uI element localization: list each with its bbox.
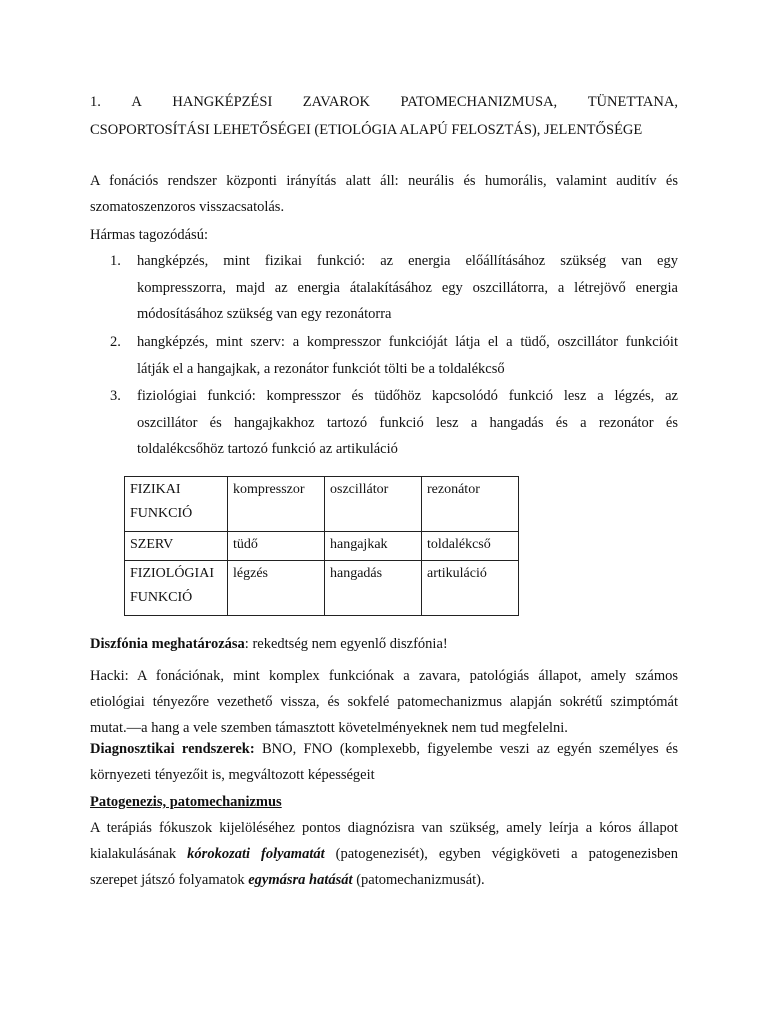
therapy-emphasis: kórokozati folyamatát [187, 846, 325, 862]
diagnostic-paragraph [90, 736, 678, 788]
hacki-line: Hacki: A fonációnak, mint komplex funkciónak a zavara, patológiás állapot, amely számos [90, 668, 678, 684]
row-header-line: FUNKCIÓ [130, 590, 193, 605]
row-header-line: SZERV [130, 537, 174, 552]
table-row [125, 532, 519, 561]
therapy-text: (patomechanizmusát). [352, 872, 485, 888]
list-line: hangképzés, mint fizikai funkció: az energia előállításához szükség van egy [137, 253, 678, 269]
therapy-emphasis: egymásra hatását [248, 872, 353, 888]
table-cell: toldalékcső [422, 532, 519, 561]
hacki-paragraph [90, 663, 678, 741]
row-header-line: FIZIOLÓGIAI [130, 566, 214, 581]
diagnostic-text: BNO, FNO (komplexebb, figyelembe veszi az egyén személyes és [254, 741, 678, 757]
title-word: ZAVAROK [302, 94, 370, 110]
therapy-line [90, 867, 678, 893]
table-row-header [125, 532, 228, 561]
diagnostic-line [90, 736, 678, 762]
table-cell: kompresszor [228, 477, 325, 532]
intro-line: A fonációs rendszer központi irányítás alatt áll: neurális és humorális, valamint auditív és [90, 173, 678, 189]
table-cell: hangadás [325, 561, 422, 616]
list-line: hangképzés, mint szerv: a kompresszor funkcióját látja el a tüdő, oszcillátor funkcióit [137, 334, 678, 350]
table-cell: rezonátor [422, 477, 519, 532]
title-word: A [131, 94, 142, 110]
section-title-line-1 [90, 88, 678, 116]
intro-line: szomatoszenzoros visszacsatolás. [90, 199, 285, 215]
therapy-line [90, 841, 678, 867]
hacki-line: mutat.—a hang a vele szemben támasztott követelményeknek nem tud megfelelni. [90, 720, 568, 736]
table-cell: tüdő [228, 532, 325, 561]
therapy-text: kialakulásának [90, 846, 188, 862]
section-number: 1. [90, 94, 101, 110]
list-number: 3. [110, 388, 121, 404]
table-cell: oszcillátor [325, 477, 422, 532]
patogenezis-heading: Patogenezis, patomechanizmus [90, 794, 282, 810]
hacki-line: etiológiai tényezőre vezethető vissza, és sokfelé patomechanizmus alapján sokrétű szimptómát [90, 694, 678, 710]
table-row-header [125, 561, 228, 616]
table-row [125, 477, 519, 532]
title-word: TÜNETTANA, [587, 94, 678, 110]
table-cell: artikuláció [422, 561, 519, 616]
title-word: PATOMECHANIZMUSA, [400, 94, 558, 110]
intro-paragraph [90, 168, 678, 220]
therapy-text: szerepet játszó folyamatok [90, 872, 249, 888]
diagnostic-term: Diagnosztikai rendszerek: [90, 741, 255, 757]
list-number: 2. [110, 334, 121, 350]
list-line: módosításához szükség van egy rezonátorra [137, 306, 392, 322]
table-row [125, 561, 519, 616]
title-word: HANGKÉPZÉSI [172, 94, 273, 110]
row-header-line: FUNKCIÓ [130, 506, 193, 521]
list-line: fiziológiai funkció: kompresszor és tüdőhöz kapcsolódó funkció lesz a légzés, az [137, 388, 678, 404]
list-line: látják el a hangajkak, a rezonátor funkciót tölti be a toldalékcső [137, 360, 505, 377]
list-line: oszcillátor és hangajkakhoz tartozó funkció lesz a hangadás és a rezonátor és [137, 414, 678, 431]
function-table [124, 476, 519, 616]
therapy-line: A terápiás fókuszok kijelöléséhez pontos diagnózisra van szükség, amely leírja a kóros állapot [90, 820, 678, 836]
table-row-header [125, 477, 228, 532]
diagnostic-line: környezeti tényezőit is, megváltozott képességeit [90, 767, 375, 783]
diszfonia-term: Diszfónia meghatározása [90, 636, 245, 652]
list-line: kompresszorra, majd az energia átalakításához egy oszcillátorra, a létrejövő energia [137, 279, 678, 296]
row-header-line: FIZIKAI [130, 482, 181, 497]
section-title [90, 88, 678, 144]
therapy-text: (patogenezisét), egyben végigköveti a patogenezisben [324, 846, 678, 862]
harmas-label: Hármas tagozódású: [90, 227, 208, 243]
table-cell: légzés [228, 561, 325, 616]
table-cell: hangajkak [325, 532, 422, 561]
section-title-line-2: CSOPORTOSÍTÁSI LEHETŐSÉGEI (ETIOLÓGIA ALAPÚ FELOSZTÁS), JELENTŐSÉGE [90, 122, 643, 138]
list-number: 1. [110, 253, 121, 269]
therapy-paragraph [90, 815, 678, 893]
list-line: toldalékcsőhöz tartozó funkció az artikuláció [137, 441, 398, 457]
diszfonia-paragraph [90, 631, 678, 657]
diszfonia-definition: : rekedtség nem egyenlő diszfónia! [244, 636, 448, 652]
